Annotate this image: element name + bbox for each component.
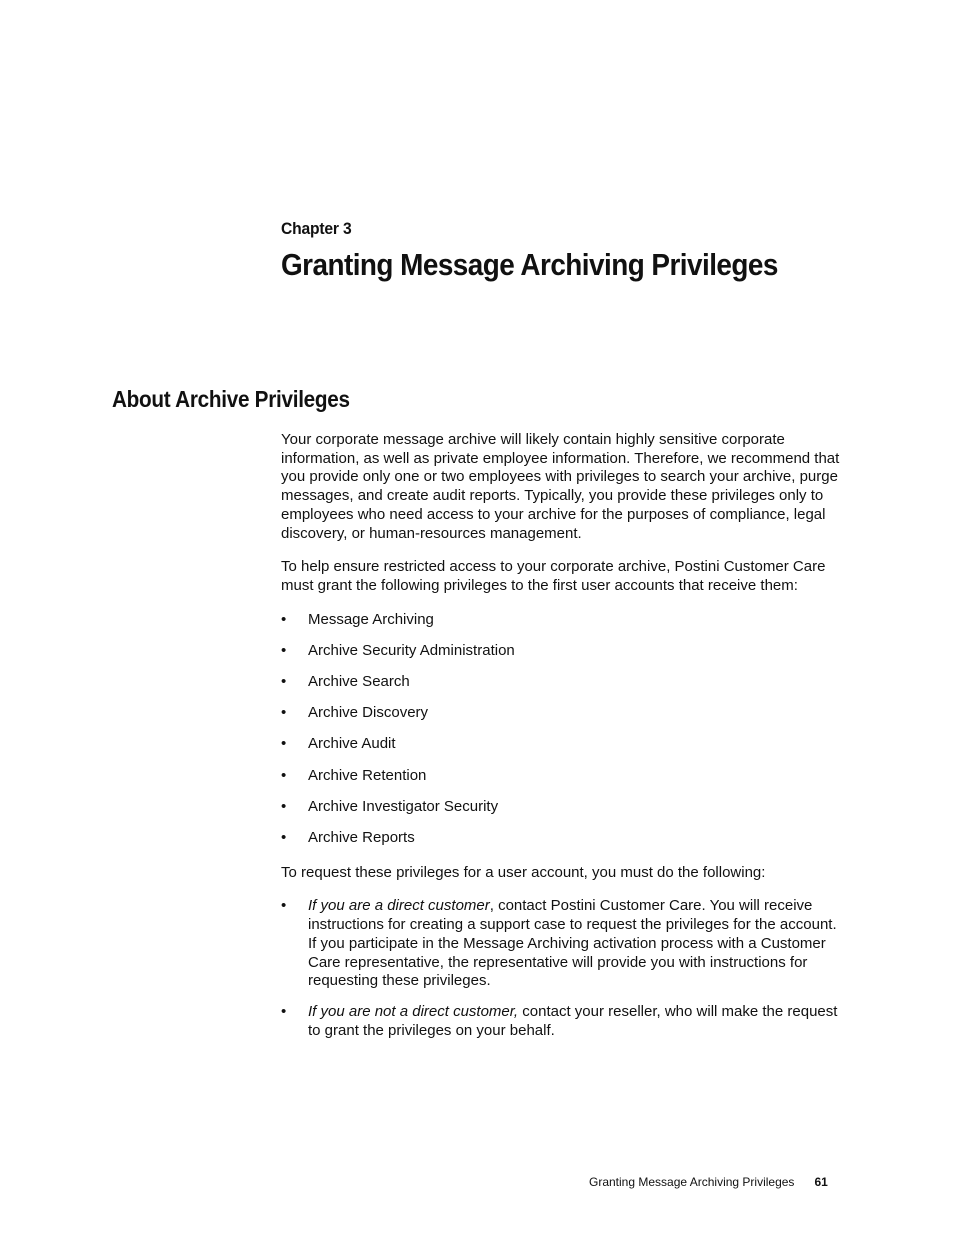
- bullet-icon: •: [281, 897, 287, 915]
- running-title: Granting Message Archiving Privileges: [589, 1175, 795, 1189]
- page-footer: [589, 1175, 828, 1189]
- request-intro: To request these privileges for a user account, you must do the following:: [281, 863, 766, 881]
- step-lead: If you are a direct customer: [308, 897, 490, 915]
- list-item: [281, 1003, 843, 1040]
- section-heading: About Archive Privileges: [112, 386, 350, 412]
- list-item: [281, 611, 843, 630]
- body-content: [281, 431, 843, 1052]
- bullet-icon: •: [281, 610, 287, 628]
- list-item: [281, 673, 843, 692]
- step-text: contact your reseller, who will make the request to grant the privileges on your behalf.: [308, 1002, 838, 1039]
- privilege-list: [281, 611, 843, 848]
- privilege-label: Archive Security Administration: [308, 641, 515, 659]
- bullet-icon: •: [281, 673, 287, 691]
- list-item: [281, 829, 843, 848]
- privilege-label: Archive Reports: [308, 829, 415, 847]
- privilege-label: Archive Retention: [308, 766, 427, 784]
- chapter-title: Granting Message Archiving Privileges: [281, 247, 778, 282]
- bullet-icon: •: [281, 641, 287, 659]
- bullet-icon: •: [281, 704, 287, 722]
- list-item: [281, 767, 843, 786]
- bullet-icon: •: [281, 1002, 287, 1020]
- list-item: [281, 735, 843, 754]
- request-steps-list: [281, 897, 843, 1040]
- bullet-icon: •: [281, 829, 287, 847]
- privilege-label: Archive Audit: [308, 735, 396, 753]
- bullet-icon: •: [281, 797, 287, 815]
- privilege-label: Archive Investigator Security: [308, 797, 499, 815]
- page-number: 61: [814, 1175, 828, 1189]
- restriction-paragraph: To help ensure restricted access to your corporate archive, Postini Customer Care must grant the following privileges to the first user accounts that receive them:: [281, 558, 826, 594]
- bullet-icon: •: [281, 735, 287, 753]
- step-lead: If you are not a direct customer,: [308, 1002, 519, 1020]
- list-item: [281, 798, 843, 817]
- list-item: [281, 704, 843, 723]
- privilege-label: Message Archiving: [308, 610, 434, 628]
- chapter-label: Chapter 3: [281, 219, 352, 238]
- privilege-label: Archive Search: [308, 673, 410, 691]
- list-item: [281, 642, 843, 661]
- privilege-label: Archive Discovery: [308, 704, 429, 722]
- bullet-icon: •: [281, 766, 287, 784]
- step-text: , contact Postini Customer Care. You will receive instructions for creating a support case to request the privileges for the account. If you participate in the Message Archiving activation process with a Customer Care representative, the representative will provide you with instructions for requesting these privileges.: [308, 897, 837, 990]
- list-item: [281, 897, 843, 991]
- intro-paragraph: Your corporate message archive will likely contain highly sensitive corporate information, as well as private employee information. Therefore, we recommend that you provide only one or two employees with privileges to search your archive, purge messages, and create audit reports. Typically, you provide these privileges only to employees who need access to your archive for the purposes of compliance, legal discovery, or human-resources management.: [281, 431, 840, 542]
